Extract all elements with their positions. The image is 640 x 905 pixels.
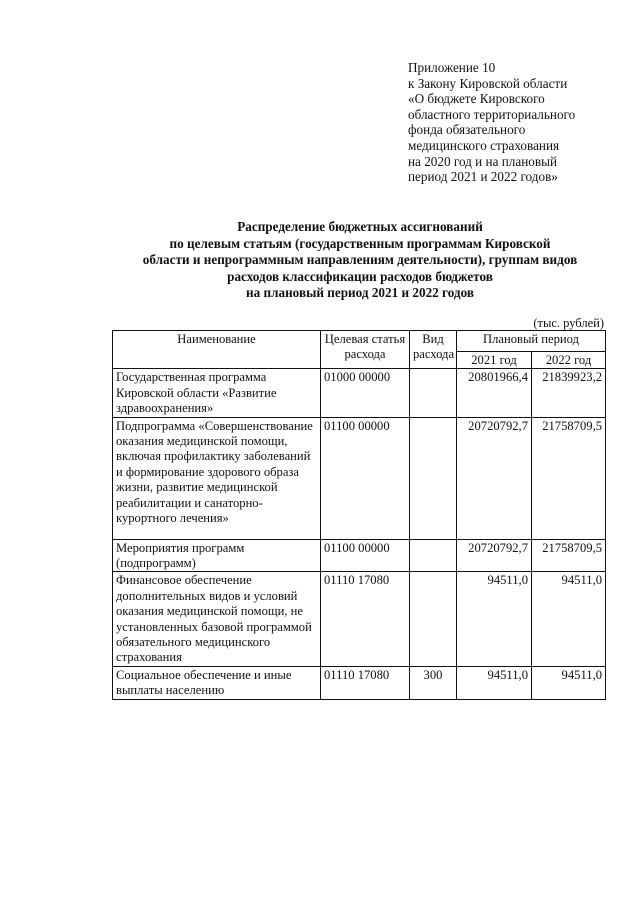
- title-line: по целевым статьям (государственным программам Кировской: [169, 235, 551, 251]
- title-line: области и непрограммным направлениям деятельности), группам видов: [142, 252, 578, 268]
- row-2022: 94511,0: [532, 666, 606, 699]
- row-2021: 94511,0: [457, 572, 532, 666]
- title-line: на плановый период 2021 и 2022 годов: [246, 285, 474, 301]
- appendix-line: областного территориального: [408, 106, 576, 122]
- appendix-line: медицинского страхования: [408, 137, 560, 153]
- document-title: [100, 219, 620, 302]
- appendix-line: к Закону Кировской области: [408, 75, 568, 91]
- row-2022: 21758709,5: [532, 539, 606, 572]
- appendix-line: фонда обязательного: [408, 122, 526, 138]
- appendix-line: «О бюджете Кировского: [408, 91, 545, 107]
- header-target: Целевая статья расхода: [321, 331, 410, 369]
- row-target: 01110 17080: [321, 666, 410, 699]
- title-line: расходов классификации расходов бюджетов: [227, 268, 493, 284]
- row-kind: [410, 539, 457, 572]
- row-target: 01110 17080: [321, 572, 410, 666]
- table-row: [113, 369, 606, 417]
- header-kind: Вид расхода: [410, 331, 457, 369]
- header-row: [113, 331, 606, 352]
- row-kind: [410, 369, 457, 417]
- row-target: 01100 00000: [321, 417, 410, 539]
- row-name: Финансовое обеспечение дополнительных видов и условий оказания медицинской помощи, не установленных базовой программой обязательного медицинского страхования: [113, 572, 321, 666]
- appendix-line: Приложение 10: [408, 60, 496, 75]
- appendix-line: на 2020 год и на плановый: [408, 153, 558, 169]
- table-row: [113, 666, 606, 699]
- row-name: Государственная программа Кировской области «Развитие здравоохранения»: [113, 369, 321, 417]
- row-name: Подпрограмма «Совершенствование оказания медицинской помощи, включая профилактику заболеваний и формирование здорового образа жизни, развитие медицинской реабилитации и санаторно-курортного лечения»: [113, 417, 321, 539]
- units-label: (тыс. рублей): [533, 316, 604, 330]
- appendix-block: [408, 60, 633, 185]
- row-2021: 20801966,4: [457, 369, 532, 417]
- row-kind: 300: [410, 666, 457, 699]
- table-row: [113, 539, 606, 572]
- row-target: 01000 00000: [321, 369, 410, 417]
- table-row: [113, 572, 606, 666]
- header-period: Плановый период: [457, 331, 606, 352]
- header-name: Наименование: [113, 331, 321, 369]
- row-2022: 21758709,5: [532, 417, 606, 539]
- row-kind: [410, 417, 457, 539]
- row-2021: 20720792,7: [457, 417, 532, 539]
- table-row: [113, 417, 606, 539]
- row-2021: 94511,0: [457, 666, 532, 699]
- row-name: Мероприятия программ (подпрограмм): [113, 539, 321, 572]
- row-target: 01100 00000: [321, 539, 410, 572]
- row-2022: 94511,0: [532, 572, 606, 666]
- row-kind: [410, 572, 457, 666]
- row-2021: 20720792,7: [457, 539, 532, 572]
- header-year-2022: 2022 год: [532, 352, 606, 369]
- header-year-2021: 2021 год: [457, 352, 532, 369]
- row-name: Социальное обеспечение и иные выплаты населению: [113, 666, 321, 699]
- budget-table: [112, 330, 606, 700]
- title-line: Распределение бюджетных ассигнований: [237, 219, 483, 234]
- row-2022: 21839923,2: [532, 369, 606, 417]
- appendix-line: период 2021 и 2022 годов»: [408, 169, 558, 185]
